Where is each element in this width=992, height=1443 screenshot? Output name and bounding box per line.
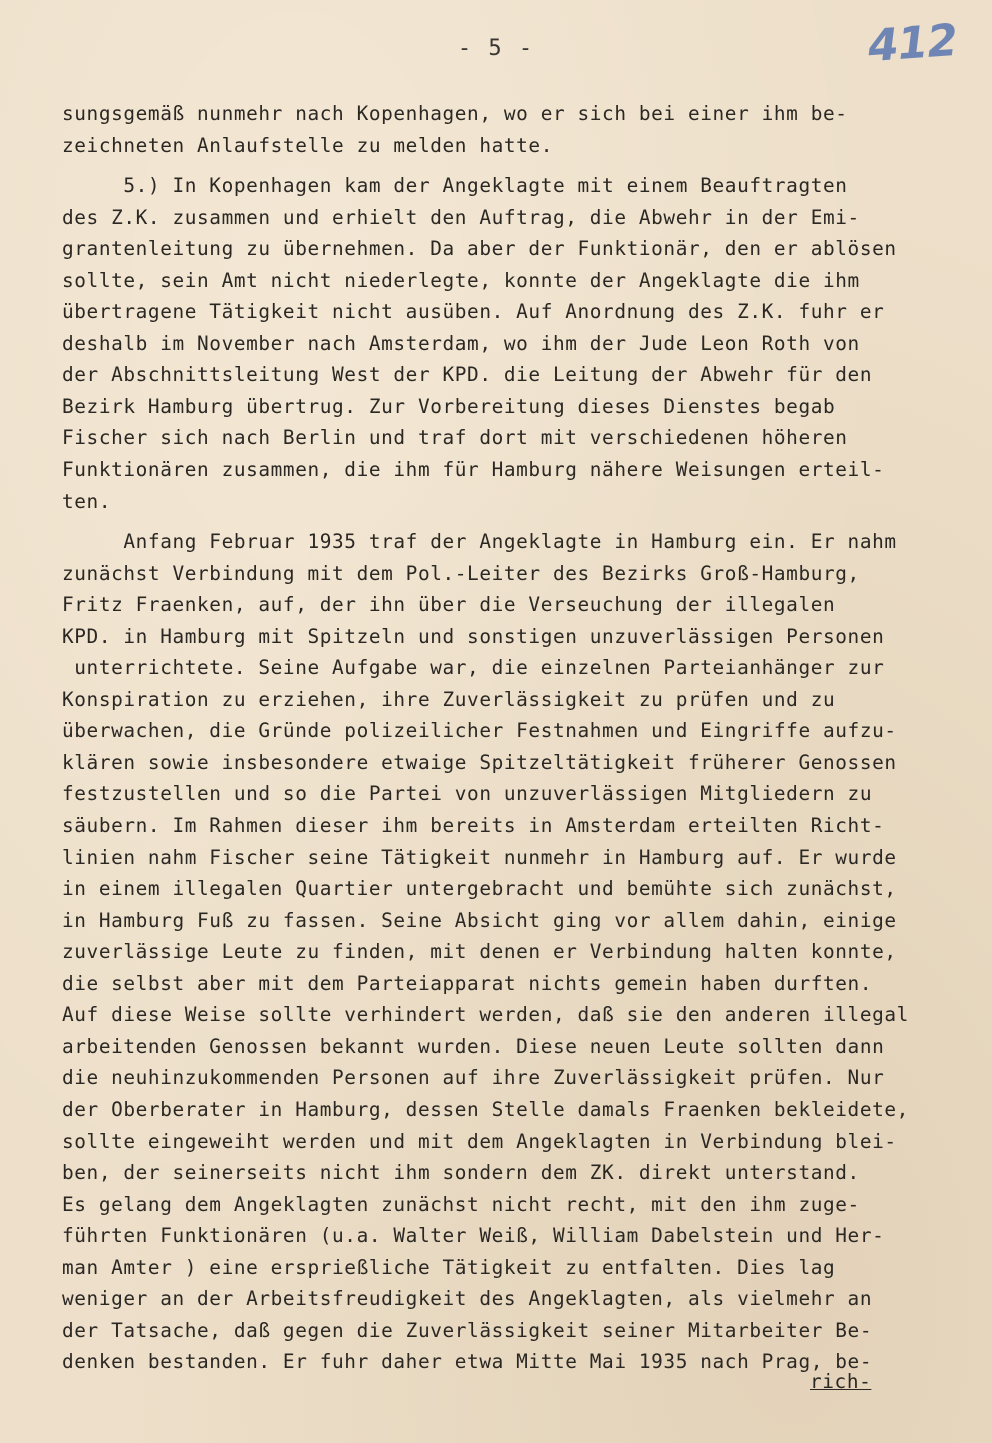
catchword: rich- bbox=[810, 1370, 872, 1393]
text-line: grantenleitung zu übernehmen. Da aber der Funktionär, den er ablösen bbox=[62, 237, 897, 261]
text-line: in einem illegalen Quartier untergebracht und bemühte sich zunächst, bbox=[62, 877, 897, 901]
text-line: deshalb im November nach Amsterdam, wo ihm der Jude Leon Roth von bbox=[62, 331, 860, 355]
text-line: unterrichtete. Seine Aufgabe war, die einzelnen Parteianhänger zur bbox=[62, 656, 885, 680]
text-line: führten Funktionären (u.a. Walter Weiß, William Dabelstein und Her- bbox=[62, 1224, 885, 1248]
text-line: Anfang Februar 1935 traf der Angeklagte in Hamburg ein. Er nahm bbox=[62, 530, 897, 554]
handwritten-folio-number: 412 bbox=[866, 14, 959, 73]
text-line: ben, der seinerseits nicht ihm sondern dem ZK. direkt unterstand. bbox=[62, 1161, 860, 1185]
text-line: zeichneten Anlaufstelle zu melden hatte. bbox=[62, 133, 553, 157]
text-line: der Oberberater in Hamburg, dessen Stelle damals Fraenken bekleidete, bbox=[62, 1097, 909, 1121]
text-line: überwachen, die Gründe polizeilicher Festnahmen und Eingriffe aufzu- bbox=[62, 719, 897, 743]
text-line: zunächst Verbindung mit dem Pol.-Leiter des Bezirks Groß-Hamburg, bbox=[62, 561, 860, 585]
text-line: weniger an der Arbeitsfreudigkeit des Angeklagten, als vielmehr an bbox=[62, 1287, 873, 1311]
text-line: der Tatsache, daß gegen die Zuverlässigkeit seiner Mitarbeiter Be- bbox=[62, 1318, 873, 1342]
text-line: des Z.K. zusammen und erhielt den Auftrag, die Abwehr in der Emi- bbox=[62, 205, 860, 229]
text-line: Konspiration zu erziehen, ihre Zuverlässigkeit zu prüfen und zu bbox=[62, 687, 836, 711]
text-line: in Hamburg Fuß zu fassen. Seine Absicht ging vor allem dahin, einige bbox=[62, 908, 897, 932]
text-line: zuverlässige Leute zu finden, mit denen er Verbindung halten konnte, bbox=[62, 940, 897, 964]
text-line: übertragene Tätigkeit nicht ausüben. Auf Anordnung des Z.K. fuhr er bbox=[62, 300, 885, 324]
page-number: - 5 - bbox=[457, 36, 535, 61]
document-body bbox=[62, 98, 932, 1378]
text-line: linien nahm Fischer seine Tätigkeit nunmehr in Hamburg auf. Er wurde bbox=[62, 845, 897, 869]
text-line: Bezirk Hamburg übertrug. Zur Vorbereitung dieses Dienstes begab bbox=[62, 394, 836, 418]
text-line: Es gelang dem Angeklagten zunächst nicht recht, mit den ihm zuge- bbox=[62, 1192, 860, 1216]
text-line: die selbst aber mit dem Parteiapparat nichts gemein haben durften. bbox=[62, 971, 873, 995]
text-line: 5.) In Kopenhagen kam der Angeklagte mit einem Beauftragten bbox=[62, 174, 848, 198]
text-line: Fischer sich nach Berlin und traf dort mit verschiedenen höheren bbox=[62, 426, 848, 450]
text-line: Funktionären zusammen, die ihm für Hamburg nähere Weisungen erteil- bbox=[62, 458, 885, 482]
text-line: man Amter ) eine ersprießliche Tätigkeit zu entfalten. Dies lag bbox=[62, 1255, 836, 1279]
text-line: denken bestanden. Er fuhr daher etwa Mitte Mai 1935 nach Prag, be- bbox=[62, 1350, 873, 1374]
text-line: arbeitenden Genossen bekannt wurden. Diese neuen Leute sollten dann bbox=[62, 1034, 885, 1058]
text-line: Auf diese Weise sollte verhindert werden, daß sie den anderen illegal bbox=[62, 1003, 909, 1027]
text-line: säubern. Im Rahmen dieser ihm bereits in Amsterdam erteilten Richt- bbox=[62, 814, 885, 838]
text-line: klären sowie insbesondere etwaige Spitzeltätigkeit früherer Genossen bbox=[62, 750, 897, 774]
paragraph-gap bbox=[62, 517, 932, 526]
text-line: sungsgemäß nunmehr nach Kopenhagen, wo er sich bei einer ihm be- bbox=[62, 102, 848, 125]
text-line: sollte, sein Amt nicht niederlegte, konnte der Angeklagte die ihm bbox=[62, 268, 860, 292]
text-line: KPD. in Hamburg mit Spitzeln und sonstigen unzuverlässigen Personen bbox=[62, 624, 885, 648]
paragraph-gap bbox=[62, 161, 932, 170]
text-line: die neuhinzukommenden Personen auf ihre Zuverlässigkeit prüfen. Nur bbox=[62, 1066, 885, 1090]
text-line: festzustellen und so die Partei von unzuverlässigen Mitgliedern zu bbox=[62, 782, 873, 806]
text-line: ten. bbox=[62, 489, 112, 513]
text-line: der Abschnittsleitung West der KPD. die Leitung der Abwehr für den bbox=[62, 363, 873, 387]
text-line: sollte eingeweiht werden und mit dem Angeklagten in Verbindung blei- bbox=[62, 1129, 897, 1153]
text-line: Fritz Fraenken, auf, der ihn über die Verseuchung der illegalen bbox=[62, 593, 836, 617]
